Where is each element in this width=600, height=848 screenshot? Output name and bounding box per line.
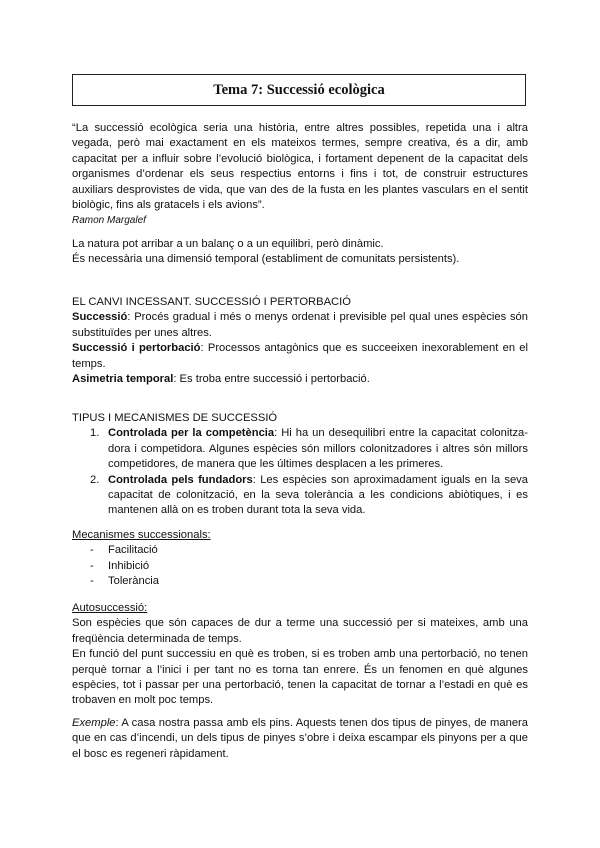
definition-item: Successió: Procés gradual i més o menys ordenat i previsible pel qual unes espècies són substituïdes per unes altres. — [72, 311, 528, 339]
definition-term: Successió i pertorbació — [72, 342, 201, 355]
intro-block — [72, 237, 528, 268]
page-title: Tema 7: Successió ecològica — [213, 81, 385, 98]
intro-line-1: La natura pot arribar a un balanç o a un equilibri, però dinàmic. — [72, 238, 384, 250]
autosuccessio-block — [72, 601, 528, 709]
autosuccessio-para-1: Son espècies que són capaces de dur a terme una successió per si mateixes, amb una freqüència determinada de temps. — [72, 617, 528, 645]
definition-item: Successió i pertorbació: Processos antagònics que es succeeixen inexorablement en el temps. — [72, 342, 528, 370]
section-tipus — [72, 411, 528, 519]
example-text: : A casa nostra passa amb els pins. Aquests tenen dos tipus de pinyes, de manera que en cas d’incendi, un dels tipus de pinyes s’obre i deixa escampar els pinyons per a que el bosc es regeneri ràpidament. — [72, 717, 528, 760]
quote-text: “La successió ecològica seria una història, entre altres possibles, repetida una i altra vegada, però mai exactament en els mateixos termes, sempre creativa, és a dir, amb capacitat per a influir sobre l’evolució biològica, i fortament depenent de la capacitat dels organismes d’ordenar els seus respectius entorns i fins i tot, de construir estructures auxiliars desprovistes de vida, que van des de la fusta en les plantes vasculars en el sentit biològic, fins als gratacels i els avions”. — [72, 122, 528, 212]
section-heading: TIPUS I MECANISMES DE SUCCESSIÓ — [72, 412, 278, 424]
page-title-box — [72, 74, 526, 106]
list-item: - Inhibició — [90, 559, 150, 572]
section-heading: EL CANVI INCESSANT. SUCCESSIÓ I PERTORBACIÓ — [72, 296, 351, 308]
mechanisms-block — [72, 528, 528, 590]
definition-term: Asimetria temporal — [72, 373, 174, 386]
example-label: Exemple — [72, 717, 116, 729]
intro-line-2: És necessària una dimensió temporal (establiment de comunitats persistents). — [72, 253, 460, 266]
succession-type-list — [72, 426, 528, 518]
definition-term: Successió — [72, 311, 128, 324]
definition-item: Asimetria temporal: Es troba entre successió i pertorbació. — [72, 373, 370, 386]
mechanisms-list — [72, 543, 528, 589]
example-block — [72, 716, 528, 762]
autosuccessio-para-2: En funció del punt successiu en què es troben, si es troben amb una pertorbació, no tenen perquè tornar a l’inici i per tant no es torna tan enrere. És un fenomen en què algunes espècies, tot i passar per una pertorbació, tenen la capacitat de tornar a l’estadi en què es trobaven en molt poc temps. — [72, 648, 528, 707]
section-canvi — [72, 295, 528, 387]
list-item: 2. Controlada pels fundadors: Les espècies son aproximadament iguals en la seva capacitat de colonització, en la seva tolerància a les condicions abiòtiques, i es mantenen allà on es troben durant tota la seva vida. — [90, 473, 528, 517]
mechanisms-heading: Mecanismes successionals: — [72, 529, 211, 541]
quote-author: Ramon Margalef — [72, 215, 146, 227]
autosuccessio-heading: Autosuccessió: — [72, 602, 148, 614]
quote-block — [72, 121, 528, 229]
list-item: 1. Controlada per la competència: Hi ha un desequilibri entre la capacitat colonitza-dora i competidora. Algunes espècies són millors colonitzadores i altres són millors competidores, de manera que les últimes desplacen a les primeres. — [90, 427, 528, 471]
list-item: - Facilitació — [90, 544, 158, 557]
list-item: - Tolerància — [90, 575, 159, 588]
